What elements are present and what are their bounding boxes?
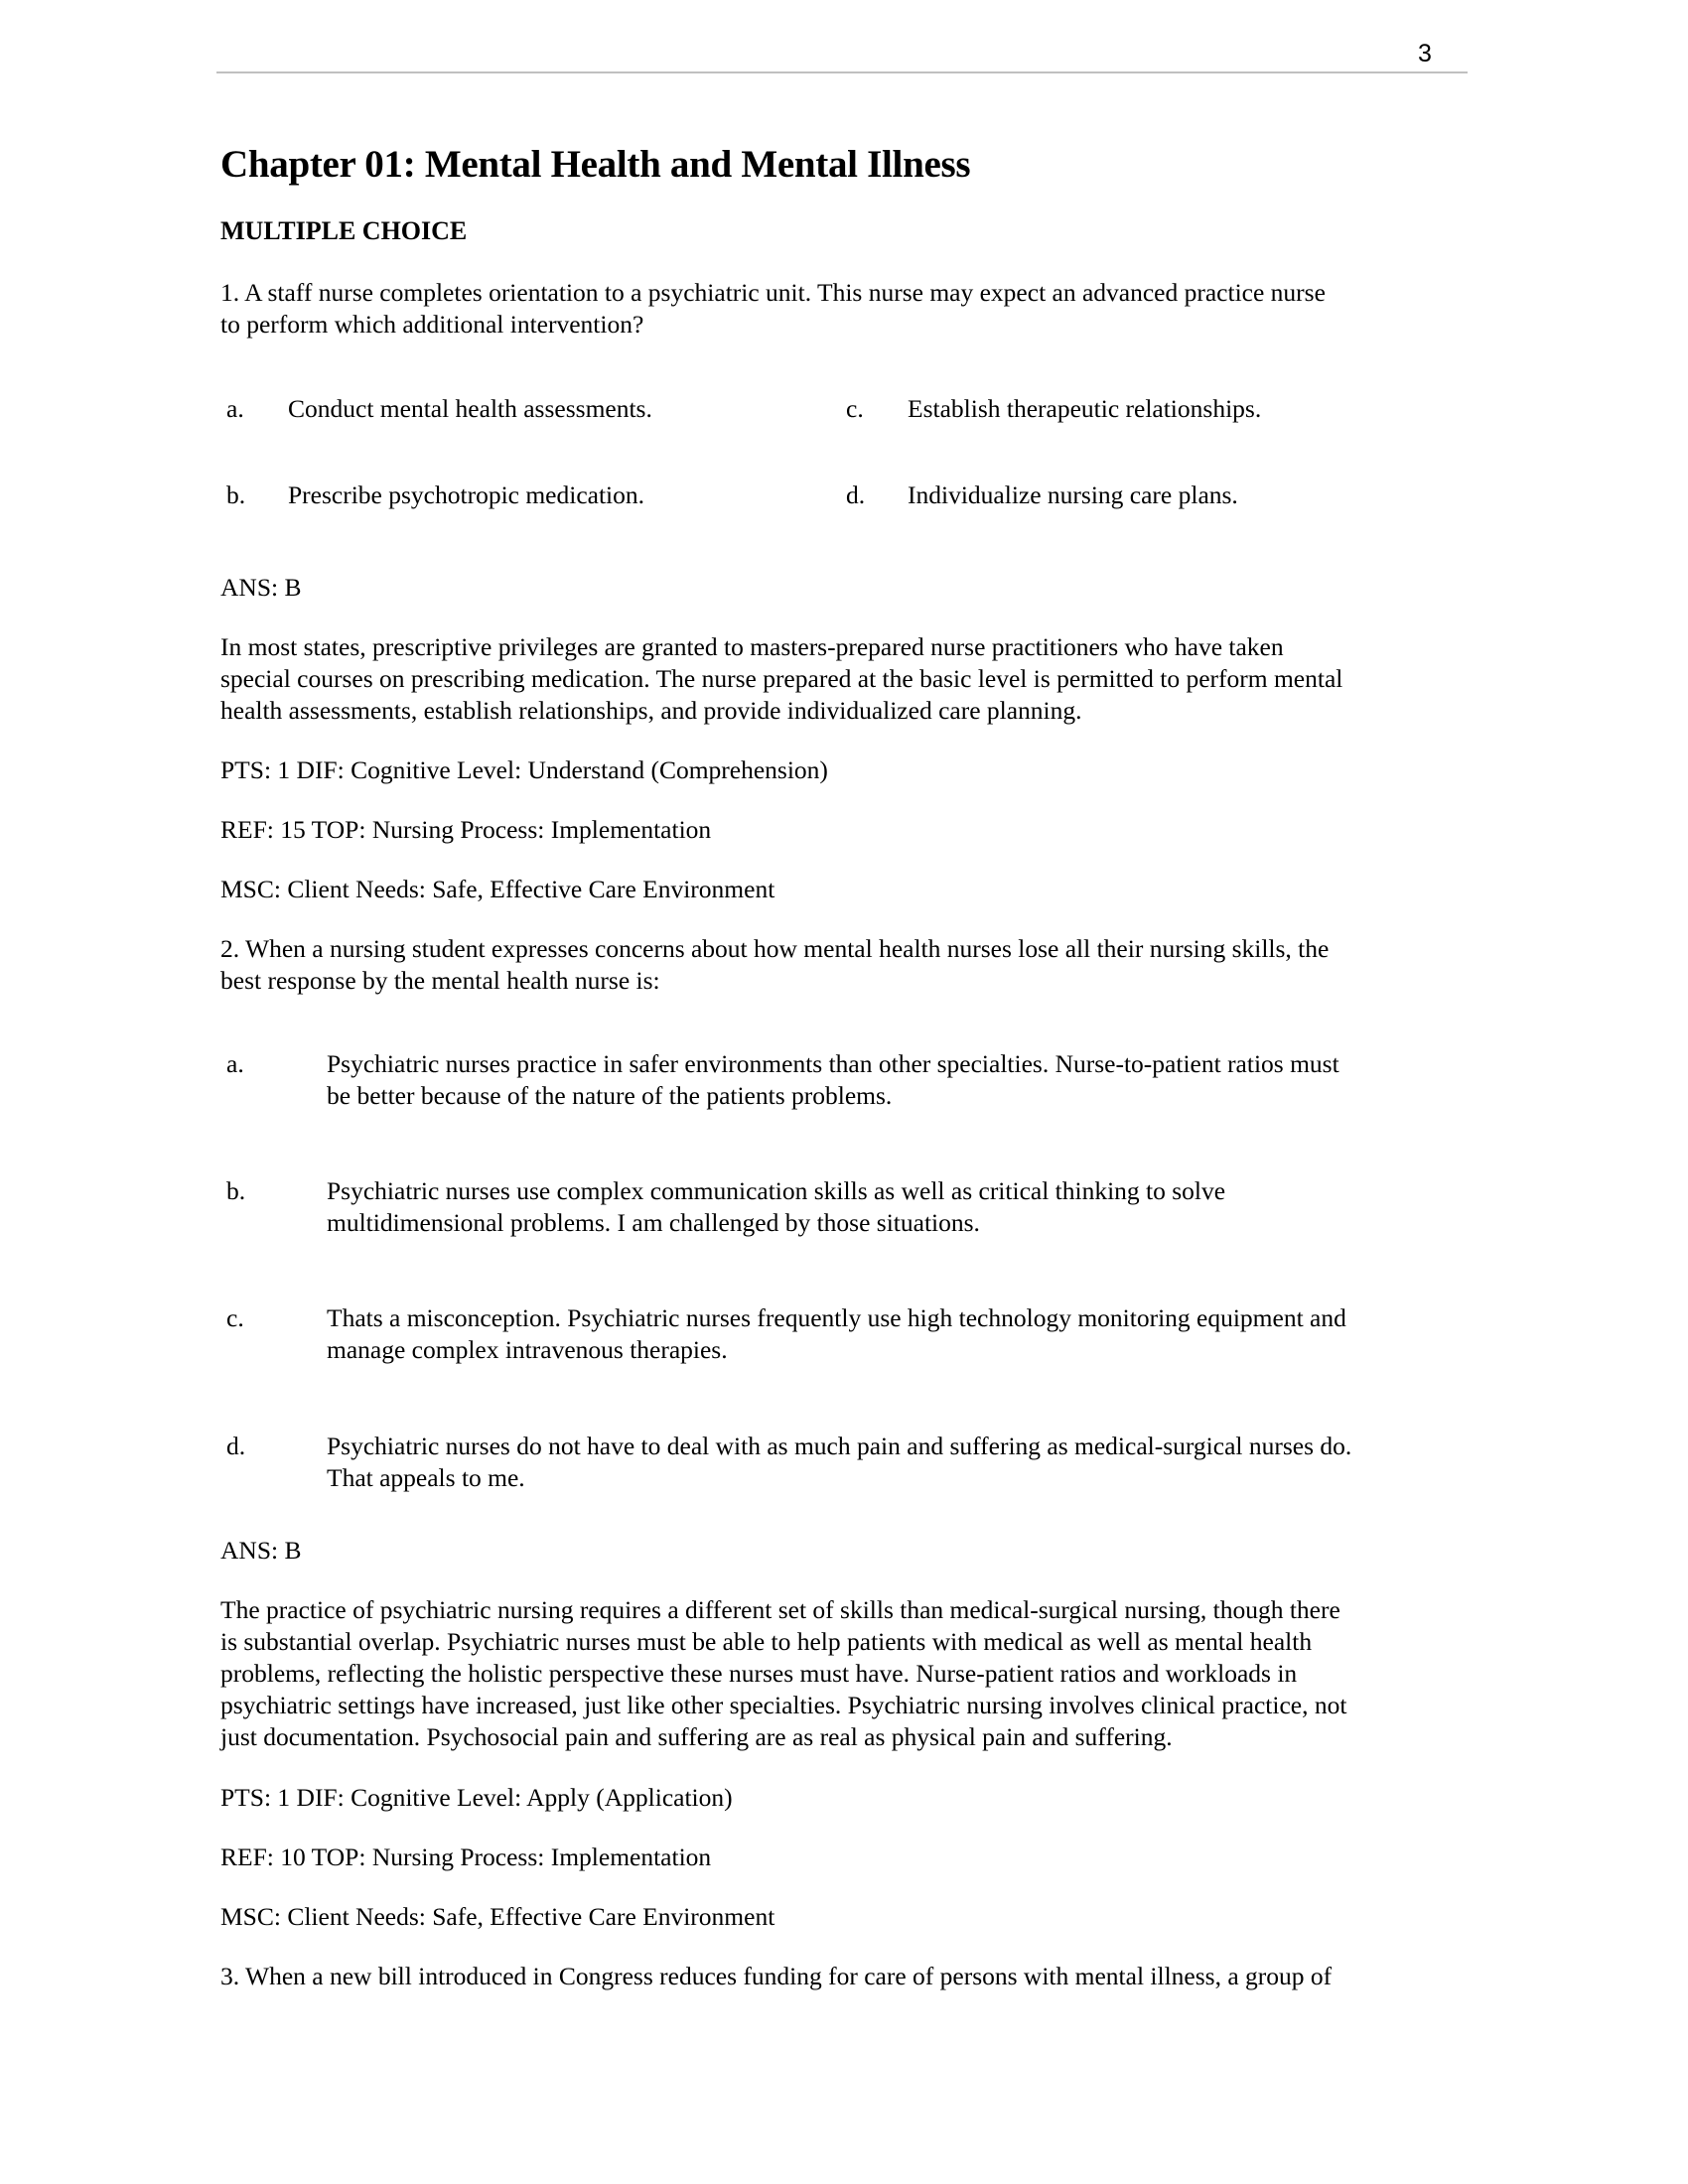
client-needs: MSC: Client Needs: Safe, Effective Care Environment	[220, 875, 775, 903]
reference-topic: REF: 15 TOP: Nursing Process: Implementation	[220, 815, 712, 844]
page-number: 3	[1418, 40, 1432, 68]
rationale-line: problems, reflecting the holistic perspective these nurses must have. Nurse-patient ratios and workloads in	[220, 1659, 1298, 1688]
option-letter-a: a.	[226, 1049, 244, 1078]
option-text-a-cont: be better because of the nature of the patients problems.	[327, 1081, 893, 1110]
points-difficulty: PTS: 1 DIF: Cognitive Level: Understand (Comprehension)	[220, 755, 828, 784]
option-letter-c: c.	[226, 1303, 244, 1332]
option-letter-c: c.	[846, 394, 864, 423]
option-letter-d: d.	[846, 480, 866, 509]
answer-key: ANS: B	[220, 1536, 302, 1565]
option-text-c-cont: manage complex intravenous therapies.	[327, 1335, 728, 1364]
points-difficulty: PTS: 1 DIF: Cognitive Level: Apply (Application)	[220, 1783, 733, 1812]
option-letter-b: b.	[226, 480, 246, 509]
rationale-line: The practice of psychiatric nursing requires a different set of skills than medical-surgical nursing, though there	[220, 1595, 1340, 1624]
option-text-b: Prescribe psychotropic medication.	[288, 480, 645, 509]
question-stem-line: to perform which additional intervention?	[220, 310, 644, 339]
reference-topic: REF: 10 TOP: Nursing Process: Implementation	[220, 1843, 712, 1871]
option-text-a: Psychiatric nurses practice in safer environments than other specialties. Nurse-to-patient ratios must	[327, 1049, 1339, 1078]
rationale-line: special courses on prescribing medication. The nurse prepared at the basic level is permitted to perform mental	[220, 664, 1343, 693]
option-text-c: Establish therapeutic relationships.	[908, 394, 1262, 423]
rationale-line: psychiatric settings have increased, just like other specialties. Psychiatric nursing involves clinical practice, not	[220, 1691, 1347, 1719]
answer-key: ANS: B	[220, 573, 302, 602]
question-stem-line: 1. A staff nurse completes orientation to a psychiatric unit. This nurse may expect an advanced practice nurse	[220, 278, 1326, 307]
section-title: MULTIPLE CHOICE	[220, 216, 468, 245]
option-text-b: Psychiatric nurses use complex communication skills as well as critical thinking to solve	[327, 1176, 1226, 1205]
question-stem-line: 2. When a nursing student expresses concerns about how mental health nurses lose all their nursing skills, the	[220, 934, 1330, 963]
option-text-b-cont: multidimensional problems. I am challenged by those situations.	[327, 1208, 980, 1237]
option-letter-d: d.	[226, 1432, 246, 1460]
rationale-line: just documentation. Psychosocial pain and suffering are as real as physical pain and suffering.	[220, 1722, 1173, 1751]
header-divider	[216, 71, 1468, 73]
question-stem-line: best response by the mental health nurse is:	[220, 966, 660, 995]
chapter-title: Chapter 01: Mental Health and Mental Illness	[220, 143, 971, 186]
rationale-line: In most states, prescriptive privileges are granted to masters-prepared nurse practitioners who have taken	[220, 632, 1284, 661]
rationale-line: health assessments, establish relationships, and provide individualized care planning.	[220, 696, 1082, 725]
rationale-line: is substantial overlap. Psychiatric nurses must be able to help patients with medical as well as mental health	[220, 1627, 1313, 1656]
option-text-d: Psychiatric nurses do not have to deal with as much pain and suffering as medical-surgical nurses do.	[327, 1432, 1352, 1460]
option-letter-b: b.	[226, 1176, 246, 1205]
client-needs: MSC: Client Needs: Safe, Effective Care Environment	[220, 1902, 775, 1931]
option-letter-a: a.	[226, 394, 244, 423]
question-stem-line: 3. When a new bill introduced in Congress reduces funding for care of persons with mental illness, a group of	[220, 1962, 1333, 1990]
option-text-a: Conduct mental health assessments.	[288, 394, 652, 423]
option-text-d: Individualize nursing care plans.	[908, 480, 1238, 509]
option-text-c: Thats a misconception. Psychiatric nurses frequently use high technology monitoring equipment and	[327, 1303, 1346, 1332]
option-text-d-cont: That appeals to me.	[327, 1463, 525, 1492]
